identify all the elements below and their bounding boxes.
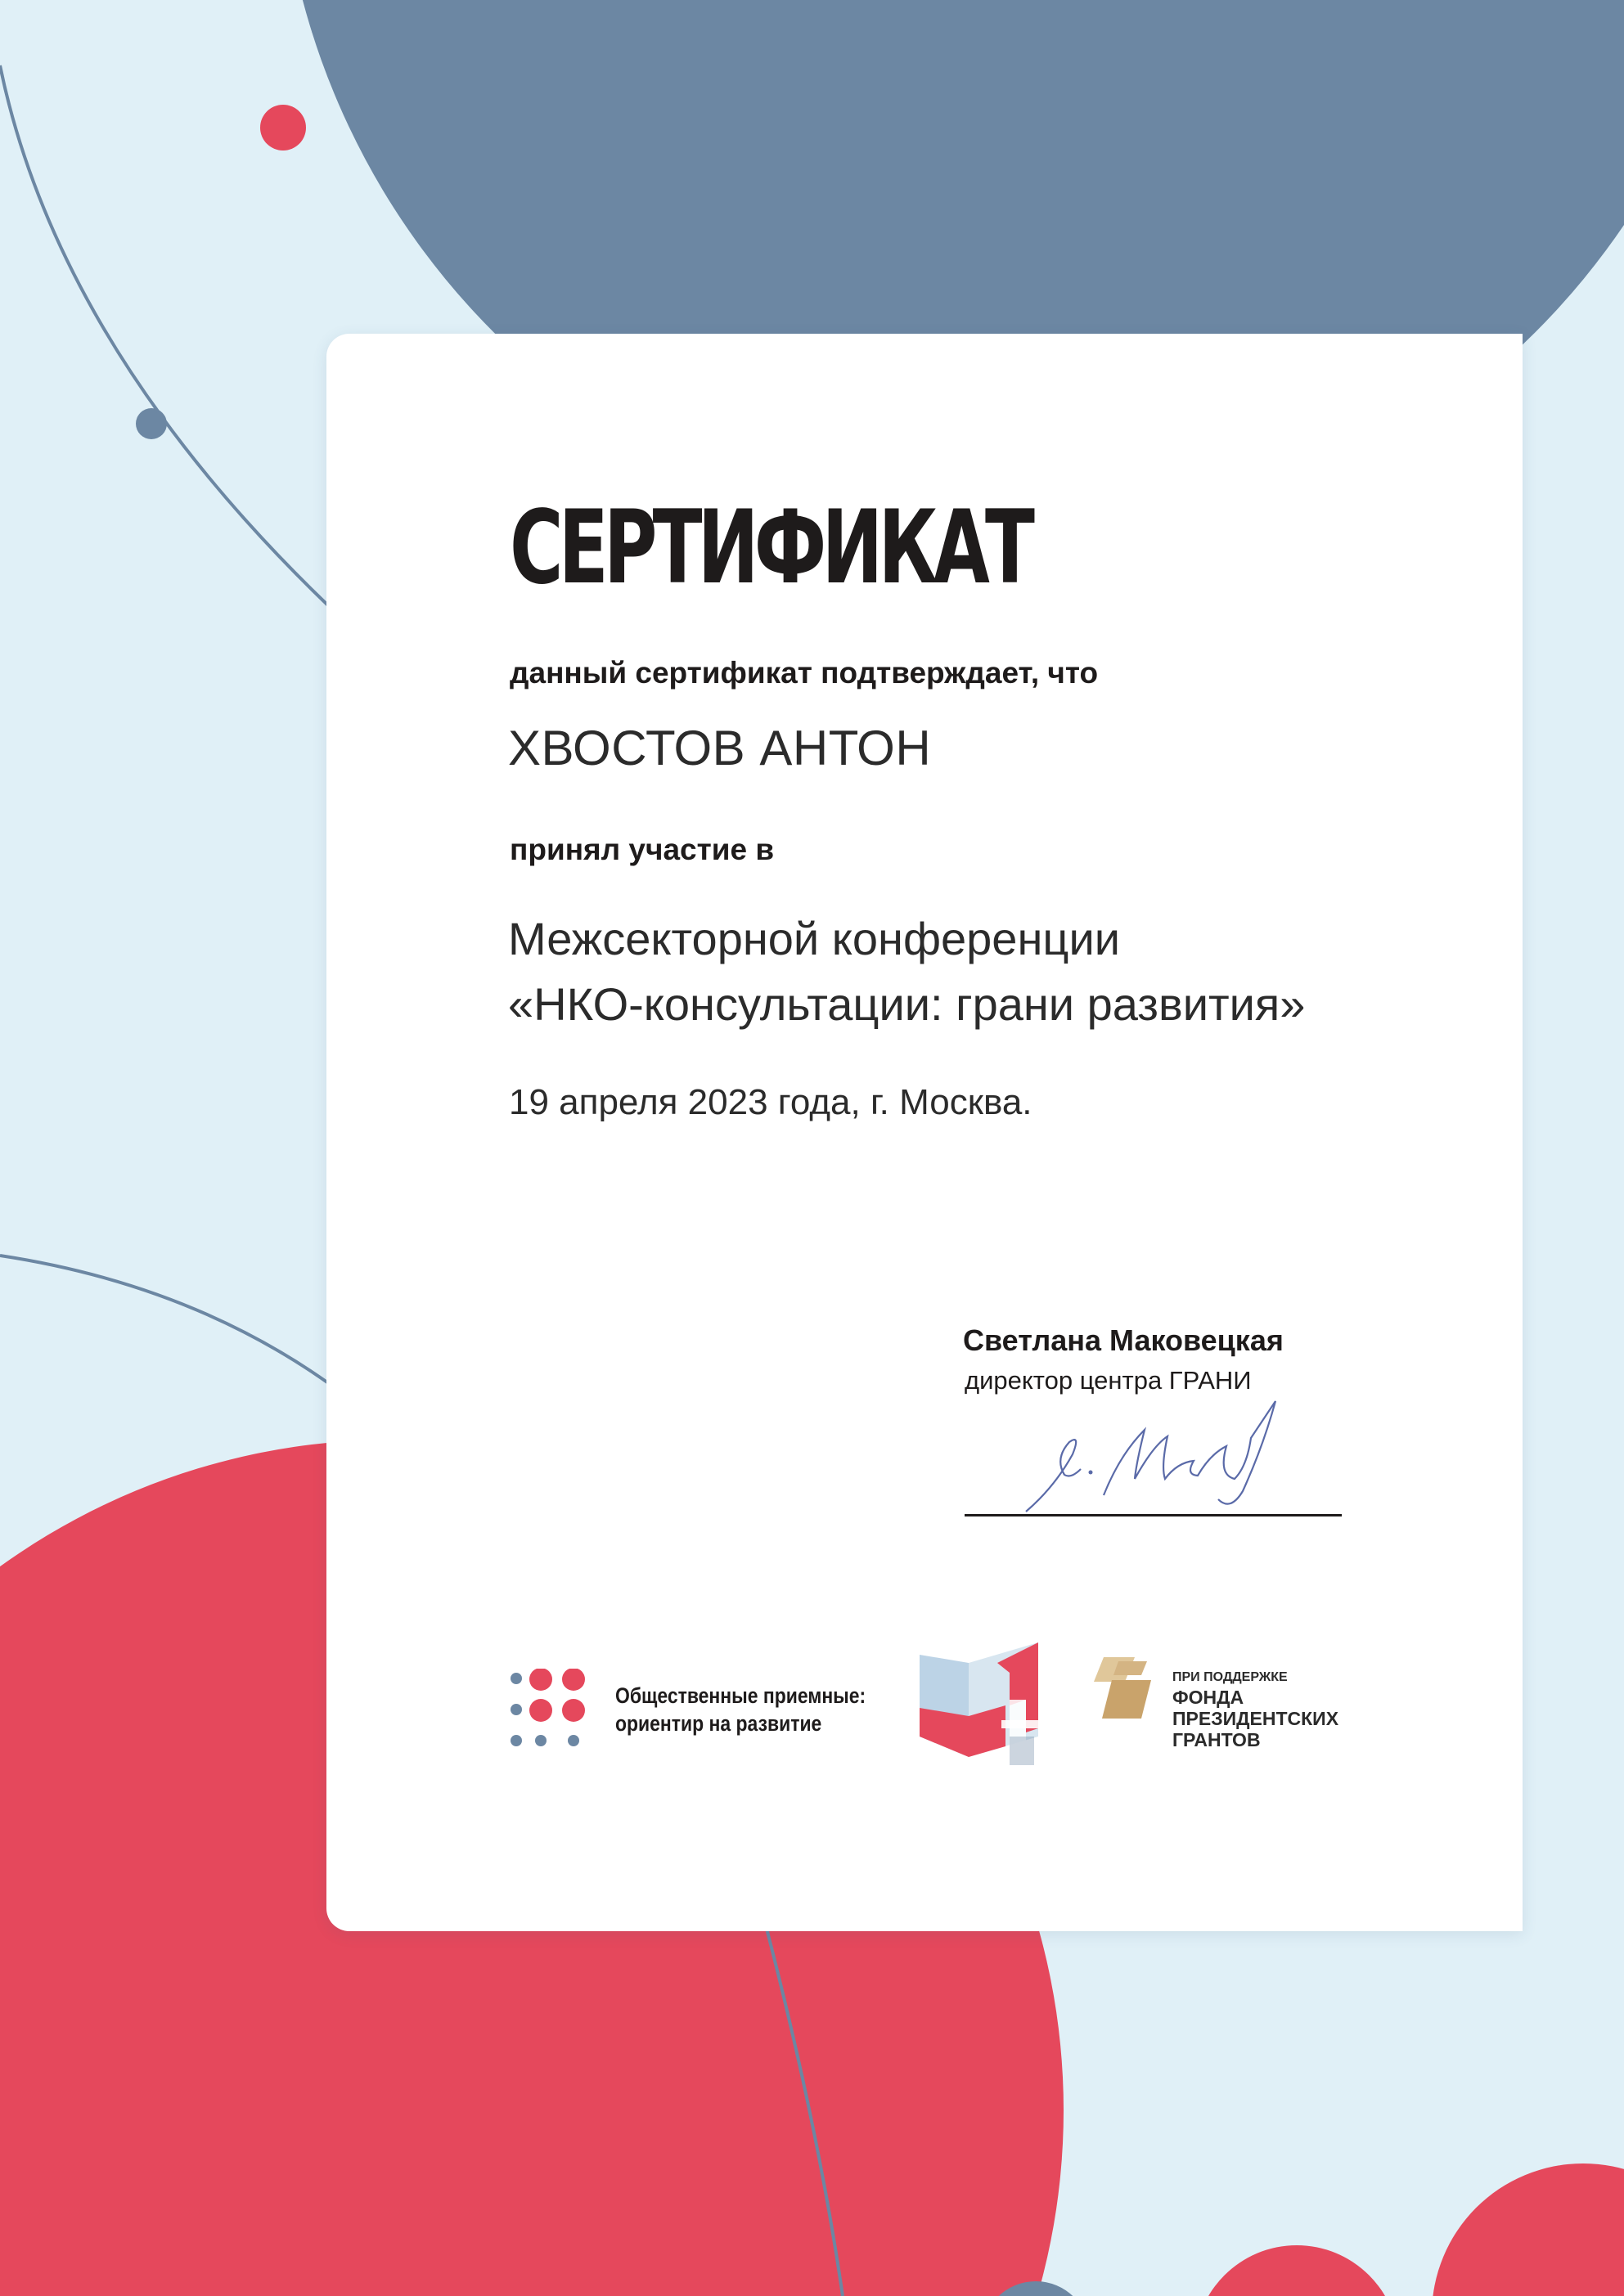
grant-fund-line-1: ПРИ ПОДДЕРЖКЕ — [1172, 1670, 1288, 1684]
presidential-grants-logo-icon — [1094, 1657, 1167, 1723]
public-offices-logo-text — [615, 1682, 866, 1737]
signature-line — [965, 1514, 1342, 1516]
presidential-grants-logo-text — [1172, 1669, 1338, 1750]
arc-line-right — [1522, 622, 1624, 687]
grant-fund-line-4: ГРАНТОВ — [1172, 1729, 1261, 1750]
signature-image — [1022, 1397, 1292, 1520]
public-offices-line-2: ориентир на развитие — [615, 1711, 822, 1736]
dot-grid-logo-icon — [508, 1669, 590, 1752]
event-date-place: 19 апреля 2023 года, г. Москва. — [509, 1082, 1032, 1122]
event-name-line-1: Межсекторной конференции — [508, 913, 1121, 964]
arc-line-left — [0, 1256, 327, 1382]
public-offices-line-1: Общественные приемные: — [615, 1683, 866, 1708]
grant-fund-line-3: ПРЕЗИДЕНТСКИХ — [1172, 1708, 1339, 1729]
signatory-position: директор центра ГРАНИ — [965, 1366, 1252, 1395]
certificate-card — [326, 334, 1523, 1931]
event-name-line-2: «НКО-консультации: грани развития» — [508, 978, 1306, 1030]
small-red-dot — [260, 105, 306, 151]
small-blue-dot — [136, 408, 167, 439]
recipient-name: ХВОСТОВ АНТОН — [508, 721, 932, 775]
certificate-subtitle: данный сертификат подтверждает, что — [510, 656, 1099, 690]
grant-fund-line-2: ФОНДА — [1172, 1687, 1244, 1708]
signatory-name: Светлана Маковецкая — [963, 1323, 1284, 1357]
bottom-red-dot-2 — [1432, 2163, 1624, 2296]
certificate-title: СЕРТИФИКАТ — [510, 489, 1031, 607]
event-name — [508, 906, 1305, 1037]
participation-label: принял участие в — [510, 833, 775, 866]
grani-center-logo-icon — [920, 1638, 1059, 1773]
bottom-red-dot-1 — [1194, 2245, 1399, 2296]
